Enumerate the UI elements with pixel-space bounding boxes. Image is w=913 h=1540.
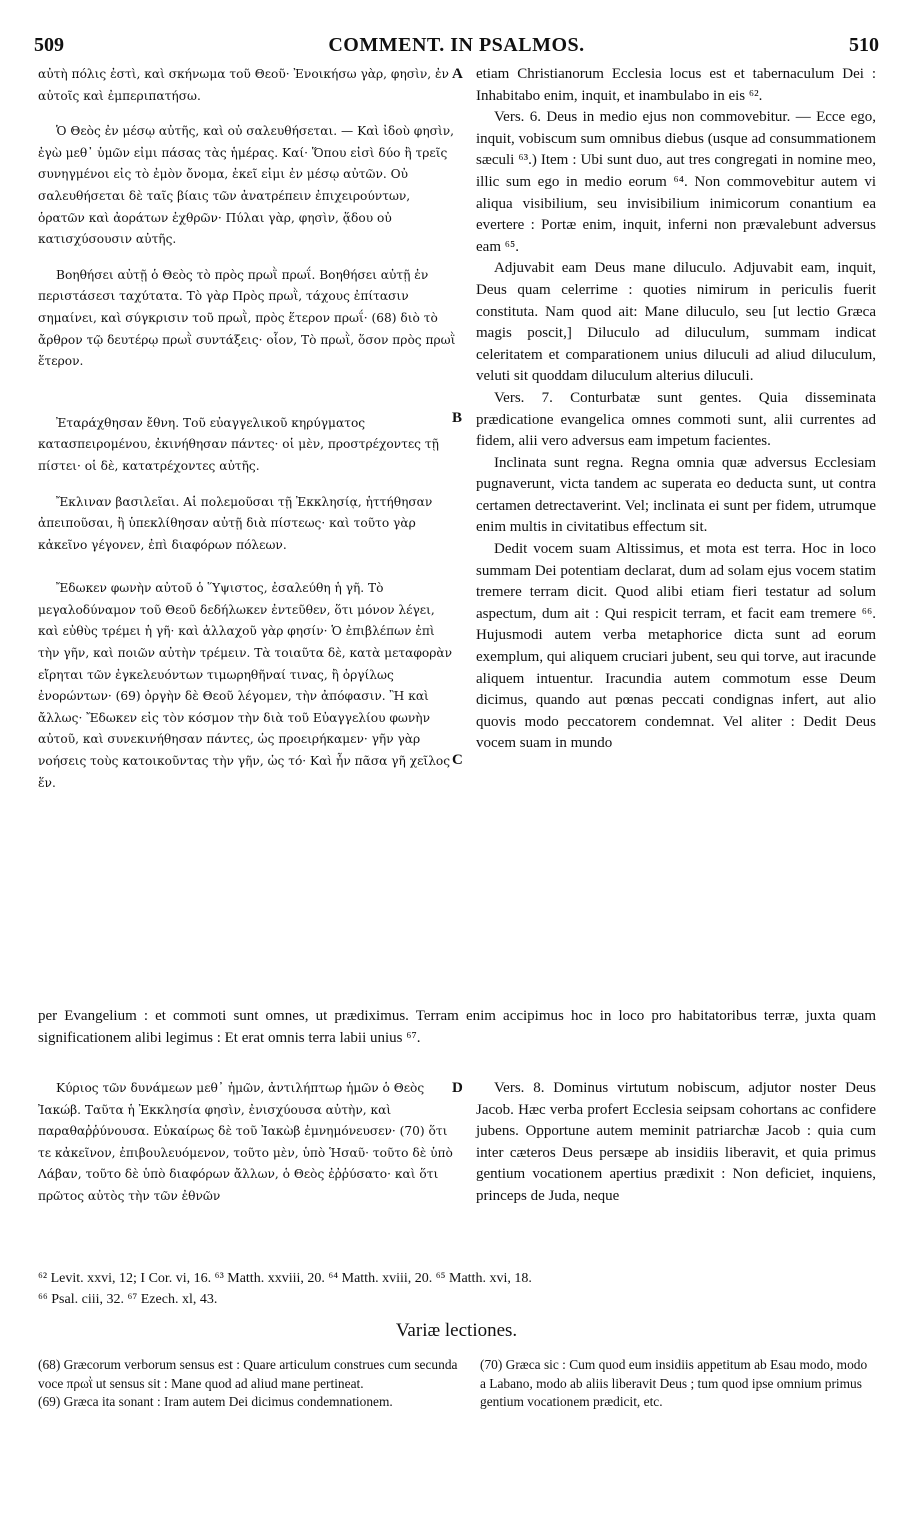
- greek-paragraph: Ἔδωκεν φωνὴν αὐτοῦ ὁ Ὕψιστος, ἐσαλεύθη ἡ γῆ. Τὸ μεγαλοδύναμον τοῦ Θεοῦ δεδήλωκεν ἐντεῦθεν, ὅτι μόνον λέγει, καὶ εὐθὺς τρέμει ἡ γῆ· καὶ ἀλλαχοῦ γὰρ φησίν· Ὁ ἐπιβλέπων ἐπὶ τὴν γῆν, καὶ ποιῶν αὐτὴν τρέμειν. Τὰ τοιαῦτα δὲ, κατὰ μεταφορὰν εἴρηται τῶν ἐγκελευόντων τιμωρηθῆναί τινας, ἢ ὀργίλως ἐνορώντων· (69) ὀργὴν δὲ Θεοῦ λέγομεν, τὴν ἀπόφασιν. Ἢ καὶ ἄλλως· Ἔδωκεν εἰς τὸν κόσμον τὴν διὰ τοῦ Εὐαγγελίου φωνὴν αὐτοῦ, καὶ συνεκινήθησαν πάντες, ὡς προειρήκαμεν· γῆν γὰρ νοήσεις τοὺς κατοικοῦντας τὴν γῆν, ὡς τό· Καὶ ἦν πᾶσα γῆ χεῖλος ἕν.: [38, 581, 453, 790]
- footnote-line: ⁶² Levit. xxvi, 12; I Cor. vi, 16. ⁶³ Matth. xxviii, 20. ⁶⁴ Matth. xviii, 20. ⁶⁵ Matth. xvi, 18.: [38, 1271, 532, 1286]
- latin-paragraph: Adjuvabit eam Deus mane diluculo. Adjuvabit eam, inquit, Deus quam celerrime : quoties nimirum in periculis fuerit constituta. Nam quod ait: Mane diluculo, seu [ut lectio Græca magis poscit,] Diluculo ad diluculum, summam indicat celeritatem et comparationem unius diluculi ad aliud diluculum, veluti sit quoddam diluculum alterius diluculi.: [476, 260, 876, 385]
- greek-column-lower: [38, 1078, 458, 1208]
- greek-paragraph: Ἐταράχθησαν ἔθνη. Τοῦ εὐαγγελικοῦ κηρύγματος κατασπειρομένου, ἐκινήθησαν πάντες· οἱ μὲν, προστρέχοντες τῇ πίστει· οἱ δὲ, κατατρέχοντες αὐτῆς.: [38, 415, 439, 473]
- margin-marker-c: C: [452, 752, 463, 768]
- greek-paragraph: Κύριος τῶν δυνάμεων μεθ᾽ ἡμῶν, ἀντιλήπτωρ ἡμῶν ὁ Θεὸς Ἰακώβ. Ταῦτα ἡ Ἐκκλησία φησὶν, ἐνισχύουσα αὐτὴν, καὶ παραθαῤῥύνουσα. Εὐκαίρως δὲ τοῦ Ἰακὼβ ἐμνημόνευσεν· (70) ὅτι τε κἀκεῖνον, ἐπιβουλευόμενον, τοῦτο μὲν, ὑπὸ Ἡσαῦ· τοῦτο δὲ ὑπὸ Λάβαν, τοῦτο δὲ ὑπὸ διαφόρων ἄλλων, ὁ Θεὸς ἐῤῥύσατο· καὶ ὅτι πρῶτος αὐτὸς τὴν τῶν ἐθνῶν: [38, 1081, 453, 1203]
- latin-column-lower: [476, 1078, 876, 1208]
- greek-paragraph: Ἔκλιναν βασιλεῖαι. Αἱ πολεμοῦσαι τῇ Ἐκκλησίᾳ, ἡττήθησαν ἀπειποῦσαι, ἢ ὑπεκλίθησαν αὐτῇ διὰ πίστεως· καὶ τοῦτο γὰρ κἀκεῖνο γέγονεν, ἐπὶ διαφόρων πόλεων.: [38, 494, 433, 552]
- variant-note-70: (70) Græca sic : Cum quod eum insidiis appetitum ab Esau modo, modo a Labano, modo ab aliis liberavit Deus ; tum quod ipse omnium primus gentium vocationem prædicit, etc.: [480, 1357, 868, 1409]
- margin-marker-a: A: [452, 66, 463, 82]
- variant-note-69: (69) Græca ita sonant : Iram autem Dei dicimus condemnationem.: [38, 1394, 393, 1409]
- full-width-text: per Evangelium : et commoti sunt omnes, ut prædiximus. Terram enim accipimus hoc in loco pro habitatoribus terræ, juxta quam significationem alibi legimus : Et erat omnis terra labii unius ⁶⁷.: [38, 1008, 876, 1046]
- variant-note-68: (68) Græcorum verborum sensus est : Quare articulum construes cum secunda voce πρωῒ ut sensus sit : Mane quod ad aliud mane pertineat.: [38, 1357, 458, 1391]
- variae-lectiones-title: Variæ lectiones.: [395, 1320, 518, 1341]
- latin-paragraph: Vers. 7. Conturbatæ sunt gentes. Quia disseminata prædicatione evangelica omnes commoti sunt, alii currentes ad fidem, alii vero adversus eam impetum facientes.: [476, 389, 876, 450]
- latin-paragraph: Dedit vocem suam Altissimus, et mota est terra. Hoc in loco summam Dei potentiam declarat, dum ad solam ejus vocem statim tremere terram dicit. Quod alibi etiam fieri testatur ad solum aspectum, dum ait : Qui respicit terram, et facit eam tremere ⁶⁶. Hujusmodi autem verba metaphorice dicta sunt ad eorum exemplum, qui aliquem cruciari jubent, seu qui torve, aut iracunde aliquem intuentur. Iracundia autem commotum esse Deum dicimus, quando aut pœnas peccati condignas infert, aut alio quovis modo peccatorem condemnat. Vel aliter : Dedit Deus vocem suam in mundo: [476, 541, 876, 752]
- greek-paragraph: Βοηθήσει αὐτῇ ὁ Θεὸς τὸ πρὸς πρωῒ πρωΐ. Βοηθήσει αὐτῇ ἐν περιστάσεσι ταχύτατα. Τὸ γὰρ Πρὸς πρωῒ, τάχους ἐπίτασιν σημαίνει, καὶ σύγκρισιν τοῦ πρωῒ, πρὸς ἕτερον πρωΐ· (68) διὸ τὸ ἄρθρον τῷ δευτέρῳ πρωῒ συντάξεις· οἷον, Τὸ πρωῒ, ὅσον πρὸς πρωῒ ἕτερον.: [38, 267, 456, 369]
- latin-paragraph: Inclinata sunt regna. Regna omnia quæ adversus Ecclesiam pugnaverunt, victa tandem ac superata eo deducta sunt, ut contra certamen detrectaverint. Vel; inclinata ei sunt per fidem, utrumque enim multis in civitatibus effectum sit.: [476, 454, 876, 536]
- latin-paragraph: Vers. 8. Dominus virtutum nobiscum, adjutor noster Deus Jacob. Hæc verba profert Ecclesia seipsam cohortans ac confidere jubens. Opportune autem meminit patriarchæ Jacob : quia cum inter cæteros Deus persæpe ab insidiis liberavit, et quia primus gentium vocationem apertius prædixit : Non deficiet, inquiens, princeps de Juda, neque: [476, 1080, 876, 1204]
- page-number-right: 510: [849, 34, 879, 56]
- page-number-left: 509: [34, 34, 64, 56]
- margin-marker-b: B: [452, 410, 463, 426]
- greek-paragraph: αὐτὴ πόλις ἐστὶ, καὶ σκήνωμα τοῦ Θεοῦ· Ἐνοικήσω γὰρ, φησὶν, ἐν αὐτοῖς καὶ ἐμπεριπατήσω.: [38, 67, 449, 103]
- latin-paragraph: Vers. 6. Deus in medio ejus non commovebitur. — Ecce ego, inquit, vobiscum sum omnibus diebus (usque ad consummationem sæculi ⁶³.) Item : Ubi sunt duo, aut tres congregati in nomine meo, illic sum ego in medio eorum ⁶⁴. Non commovebitur autem vi aliqua visibilium, seu invisibilium inimicorum conantium ea evertere : Portæ enim, inquit, inferni non prævalebunt adversus eam ⁶⁵.: [476, 109, 876, 255]
- variae-left-column: [38, 1356, 458, 1412]
- variae-right-column: [480, 1356, 876, 1412]
- latin-paragraph: etiam Christianorum Ecclesia locus est et tabernaculum Dei : Inhabitabo enim, inquit, et inambulabo in eis ⁶².: [476, 66, 876, 104]
- footnote-line: ⁶⁶ Psal. ciii, 32. ⁶⁷ Ezech. xl, 43.: [38, 1292, 218, 1307]
- footnotes: [38, 1268, 878, 1310]
- full-width-paragraph: [38, 1006, 876, 1049]
- running-header: [34, 34, 879, 60]
- greek-paragraph: Ὁ Θεὸς ἐν μέσῳ αὐτῆς, καὶ οὐ σαλευθήσεται. — Καὶ ἰδοὺ φησὶν, ἐγὼ μεθ᾽ ὑμῶν εἰμι πάσας τὰς ἡμέρας. Καί· Ὅπου εἰσὶ δύο ἢ τρεῖς συνηγμένοι εἰς τὸ ἐμὸν ὄνομα, ἐκεῖ εἰμι ἐν μέσῳ αὐτῶν. Οὐ σαλευθήσεται δὲ ταῖς βίαις τῶν ἀνατρέπειν ἐπιχειρούντων, ὁρατῶν καὶ ἀοράτων ἐχθρῶν· Πύλαι γὰρ, φησὶν, ᾅδου οὐ κατισχύσουσιν αὐτῆς.: [38, 124, 455, 247]
- greek-column-upper: [38, 64, 458, 794]
- margin-marker-d: D: [452, 1080, 463, 1096]
- running-title: COMMENT. IN PSALMOS.: [328, 34, 585, 56]
- latin-column-upper: [476, 64, 876, 755]
